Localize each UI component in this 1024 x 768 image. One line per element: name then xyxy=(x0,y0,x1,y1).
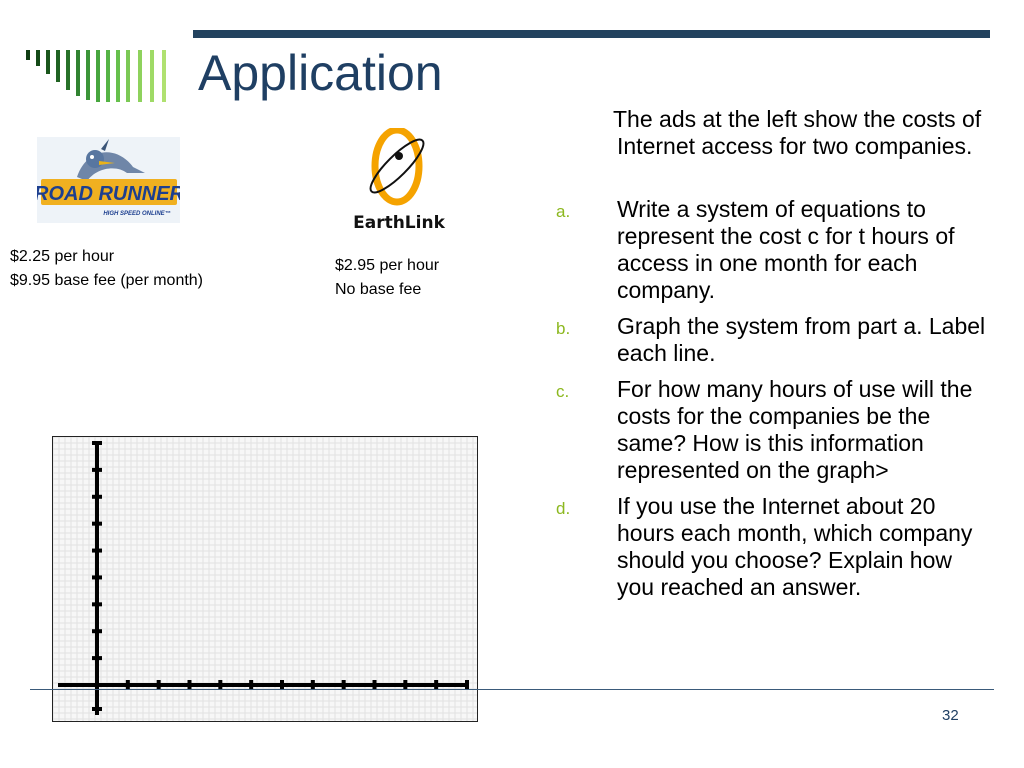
roadrunner-logo-icon xyxy=(37,137,180,223)
roadrunner-rate: $2.25 per hour xyxy=(10,248,115,265)
question-c xyxy=(556,376,986,484)
page-number: 32 xyxy=(942,707,959,724)
roadrunner-logo-text: ROAD RUNNER xyxy=(37,183,180,205)
earthlink-rate: $2.95 per hour xyxy=(335,257,440,274)
question-d xyxy=(556,493,986,601)
question-marker: b. xyxy=(556,319,571,338)
decorative-bars xyxy=(26,50,168,102)
blank-graph xyxy=(52,436,478,722)
question-text: Graph the system from part a. Label each line. xyxy=(617,313,986,366)
title-rule xyxy=(193,30,990,38)
question-text: If you use the Internet about 20 hours each month, which company should you choose? Explain how you reached an answer. xyxy=(617,493,973,600)
question-marker: a. xyxy=(556,202,571,221)
question-b xyxy=(556,313,986,367)
roadrunner-fee: $9.95 base fee (per month) xyxy=(10,272,204,289)
question-a xyxy=(556,196,986,304)
intro-text: The ads at the left show the costs of Internet access for two companies. xyxy=(613,106,982,159)
footer-rule xyxy=(30,689,994,690)
question-text: Write a system of equations to represent the cost c for t hours of access in one month for each company. xyxy=(617,196,955,303)
graph-canvas xyxy=(53,437,477,721)
question-text: For how many hours of use will the costs for the companies be the same? How is this information represented on the graph> xyxy=(617,376,973,483)
question-list xyxy=(556,196,986,610)
slide-title: Application xyxy=(198,45,443,101)
question-marker: c. xyxy=(556,382,570,401)
roadrunner-logo-subtext: HIGH SPEED ONLINE™ xyxy=(103,211,171,217)
earthlink-fee: No base fee xyxy=(335,281,422,298)
earthlink-logo-icon xyxy=(333,128,467,234)
earthlink-logo xyxy=(333,128,467,234)
roadrunner-logo xyxy=(37,137,180,223)
roadrunner-ad-text xyxy=(10,245,203,293)
earthlink-logo-text: EarthLink xyxy=(353,213,445,233)
earthlink-ad-text xyxy=(335,254,439,302)
question-marker: d. xyxy=(556,499,571,518)
